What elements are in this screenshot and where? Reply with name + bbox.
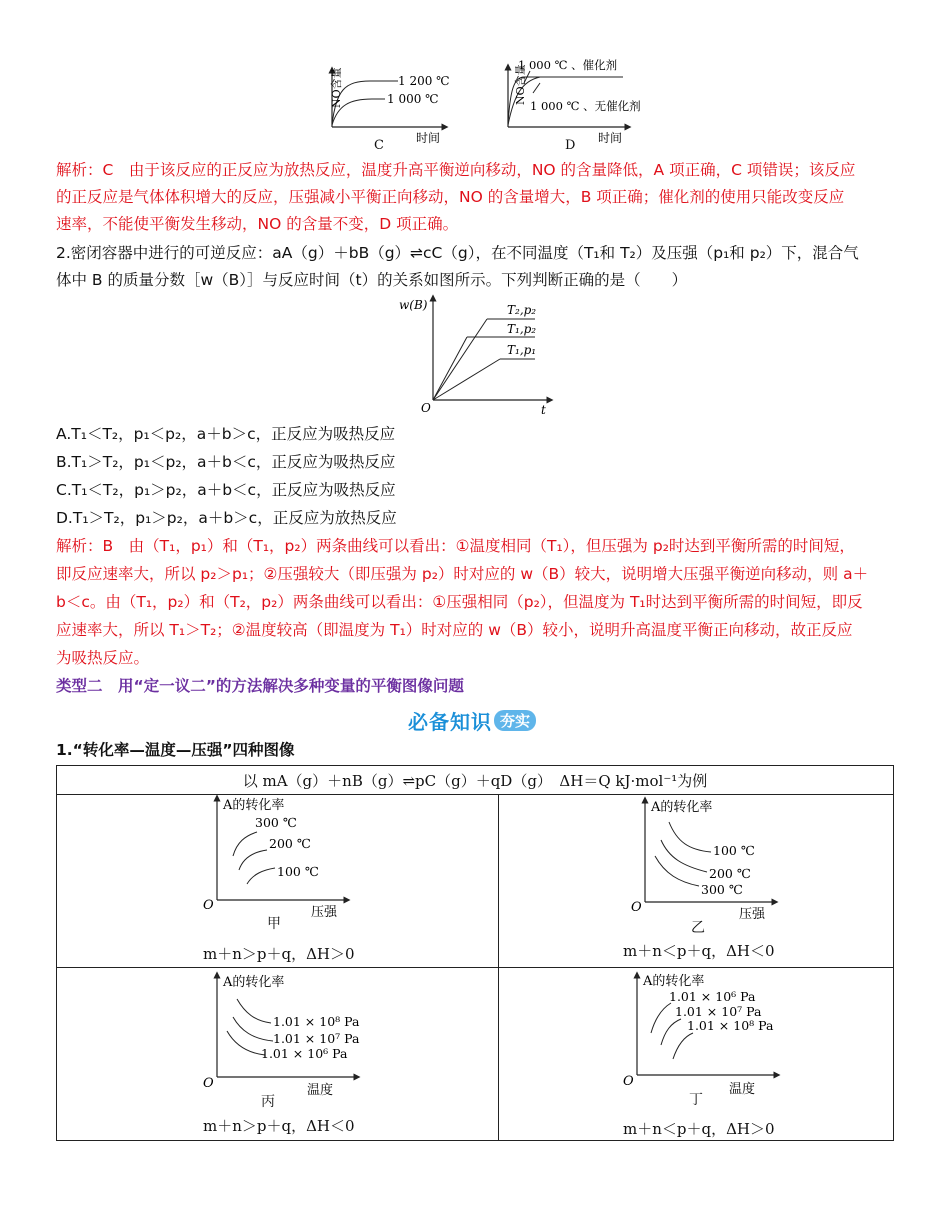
option-b: B.T₁＞T₂，p₁＜p₂，a＋b＜c，正反应为吸热反应: [56, 453, 396, 471]
d-curve-lo: 1 000 ℃ 、无催化剂: [530, 99, 641, 113]
jia-c3: 100 ℃: [277, 864, 319, 879]
yi-ylabel: A的转化率: [651, 800, 713, 815]
wb-ylabel: w(B): [399, 298, 428, 312]
ding-origin: O: [623, 1074, 634, 1089]
wb-l1: T₂,p₂: [507, 303, 537, 317]
graph-ding: [617, 969, 797, 1109]
ding-xlabel: 温度: [729, 1082, 756, 1097]
graph-bing: [197, 969, 377, 1109]
bing-xlabel: 温度: [307, 1083, 334, 1098]
analysis2-line5: 为吸热反应。: [56, 649, 150, 667]
c-curve-lo: 1 000 ℃: [387, 92, 439, 106]
bing-ylabel: A的转化率: [223, 975, 285, 990]
jia-c2: 200 ℃: [269, 836, 311, 851]
ding-c1: 1.01 × 10⁶ Pa: [669, 989, 756, 1004]
d-ylabel: NO含量: [514, 64, 527, 105]
analysis1-line3: 速率，不能使平衡发生移动，NO 的含量不变，D 项正确。: [56, 215, 459, 233]
c-ylabel: NO含量: [330, 67, 343, 108]
option-a: A.T₁＜T₂，p₁＜p₂，a＋b＞c，正反应为吸热反应: [56, 425, 396, 443]
graph-jia: [197, 794, 367, 924]
type2-heading: 类型二 用“定一议二”的方法解决多种变量的平衡图像问题: [56, 677, 464, 695]
option-d: D.T₁＞T₂，p₁＞p₂，a＋b＞c，正反应为放热反应: [56, 509, 397, 527]
fig-d-caption: D: [565, 138, 576, 153]
yi-xlabel: 压强: [739, 907, 766, 922]
wb-origin: O: [421, 401, 431, 415]
bing-caption: 丙: [261, 1094, 275, 1110]
yi-c2: 200 ℃: [709, 866, 751, 881]
badge-main: 必备知识: [408, 710, 492, 734]
wb-l2: T₁,p₂: [507, 322, 537, 336]
figure-c: [310, 65, 460, 155]
q2-line1: 2.密闭容器中进行的可逆反应：aA（g）＋bB（g）⇌cC（g），在不同温度（T₁和 T₂）及压强（p₁和 p₂）下，混合气: [56, 244, 859, 262]
graph-table: [56, 765, 894, 1141]
table-header: 以 mA（g）＋nB（g）⇌pC（g）＋qD（g） ΔH＝Q kJ·mol⁻¹为例: [242, 772, 708, 790]
d-xlabel: 时间: [598, 131, 623, 145]
yi-condition: m＋n＜p＋q，ΔH＜0: [623, 942, 775, 960]
yi-c3: 300 ℃: [701, 882, 743, 897]
jia-xlabel: 压强: [311, 905, 338, 920]
yi-origin: O: [631, 900, 642, 915]
jia-origin: O: [203, 898, 214, 913]
d-curve-hi: 1 000 ℃ 、催化剂: [518, 58, 618, 72]
yi-c1: 100 ℃: [713, 843, 755, 858]
ding-c2: 1.01 × 10⁷ Pa: [675, 1004, 762, 1019]
section1-heading: 1.“转化率—温度—压强”四种图像: [56, 741, 295, 759]
c-xlabel: 时间: [416, 131, 441, 145]
bing-c2: 1.01 × 10⁷ Pa: [273, 1031, 360, 1046]
analysis2-line3: b＜c。由（T₁，p₂）和（T₂，p₂）两条曲线可以看出：①压强相同（p₂），但温度为 T₁时达到平衡所需的时间短，即反: [56, 593, 863, 611]
bing-condition: m＋n＞p＋q，ΔH＜0: [203, 1117, 355, 1135]
analysis2-line1: 解析：B 由（T₁，p₁）和（T₁，p₂）两条曲线可以看出：①温度相同（T₁），但压强为 p₂时达到平衡所需的时间短，: [56, 537, 855, 555]
jia-caption: 甲: [267, 916, 281, 932]
bing-c1: 1.01 × 10⁸ Pa: [273, 1014, 360, 1029]
bing-c3: 1.01 × 10⁶ Pa: [261, 1046, 348, 1061]
ding-c3: 1.01 × 10⁸ Pa: [687, 1018, 774, 1033]
jia-ylabel: A的转化率: [223, 798, 285, 813]
ding-ylabel: A的转化率: [643, 974, 705, 989]
bing-origin: O: [203, 1076, 214, 1091]
fig-c-caption: C: [374, 138, 384, 153]
analysis1-line1: 解析：C 由于该反应的正反应为放热反应，温度升高平衡逆向移动，NO 的含量降低，A 项正确，C 项错误；该反应: [56, 161, 856, 179]
analysis1-line2: 的正反应是气体体积增大的反应，压强减小平衡正向移动，NO 的含量增大，B 项正确；催化剂的使用只能改变反应: [56, 188, 845, 206]
analysis2-line2: 即反应速率大，所以 p₂＞p₁；②压强较大（即压强为 p₂）时对应的 w（B）较大，说明增大压强平衡逆向移动，则 a＋: [56, 565, 869, 583]
analysis2-line4: 应速率大，所以 T₁＞T₂；②温度较高（即温度为 T₁）时对应的 w（B）较小，说明升高温度平衡正向移动，故正反应: [56, 621, 853, 639]
yi-caption: 乙: [691, 920, 705, 936]
q2-line2: 体中 B 的质量分数［w（B）］与反应时间（t）的关系如图所示。下列判断正确的是（ ）: [56, 271, 688, 289]
badge-sub: 夯实: [494, 710, 536, 731]
graph-yi: [625, 796, 795, 926]
jia-c1: 300 ℃: [255, 815, 297, 830]
figure-wb: [395, 292, 560, 420]
ding-condition: m＋n＜p＋q，ΔH＞0: [623, 1120, 775, 1138]
wb-xlabel: t: [541, 403, 546, 417]
option-c: C.T₁＜T₂，p₁＞p₂，a＋b＜c，正反应为吸热反应: [56, 481, 396, 499]
ding-caption: 丁: [689, 1092, 703, 1108]
jia-condition: m＋n＞p＋q，ΔH＞0: [203, 945, 355, 963]
c-curve-hi: 1 200 ℃: [398, 74, 450, 88]
wb-l3: T₁,p₁: [507, 343, 537, 357]
